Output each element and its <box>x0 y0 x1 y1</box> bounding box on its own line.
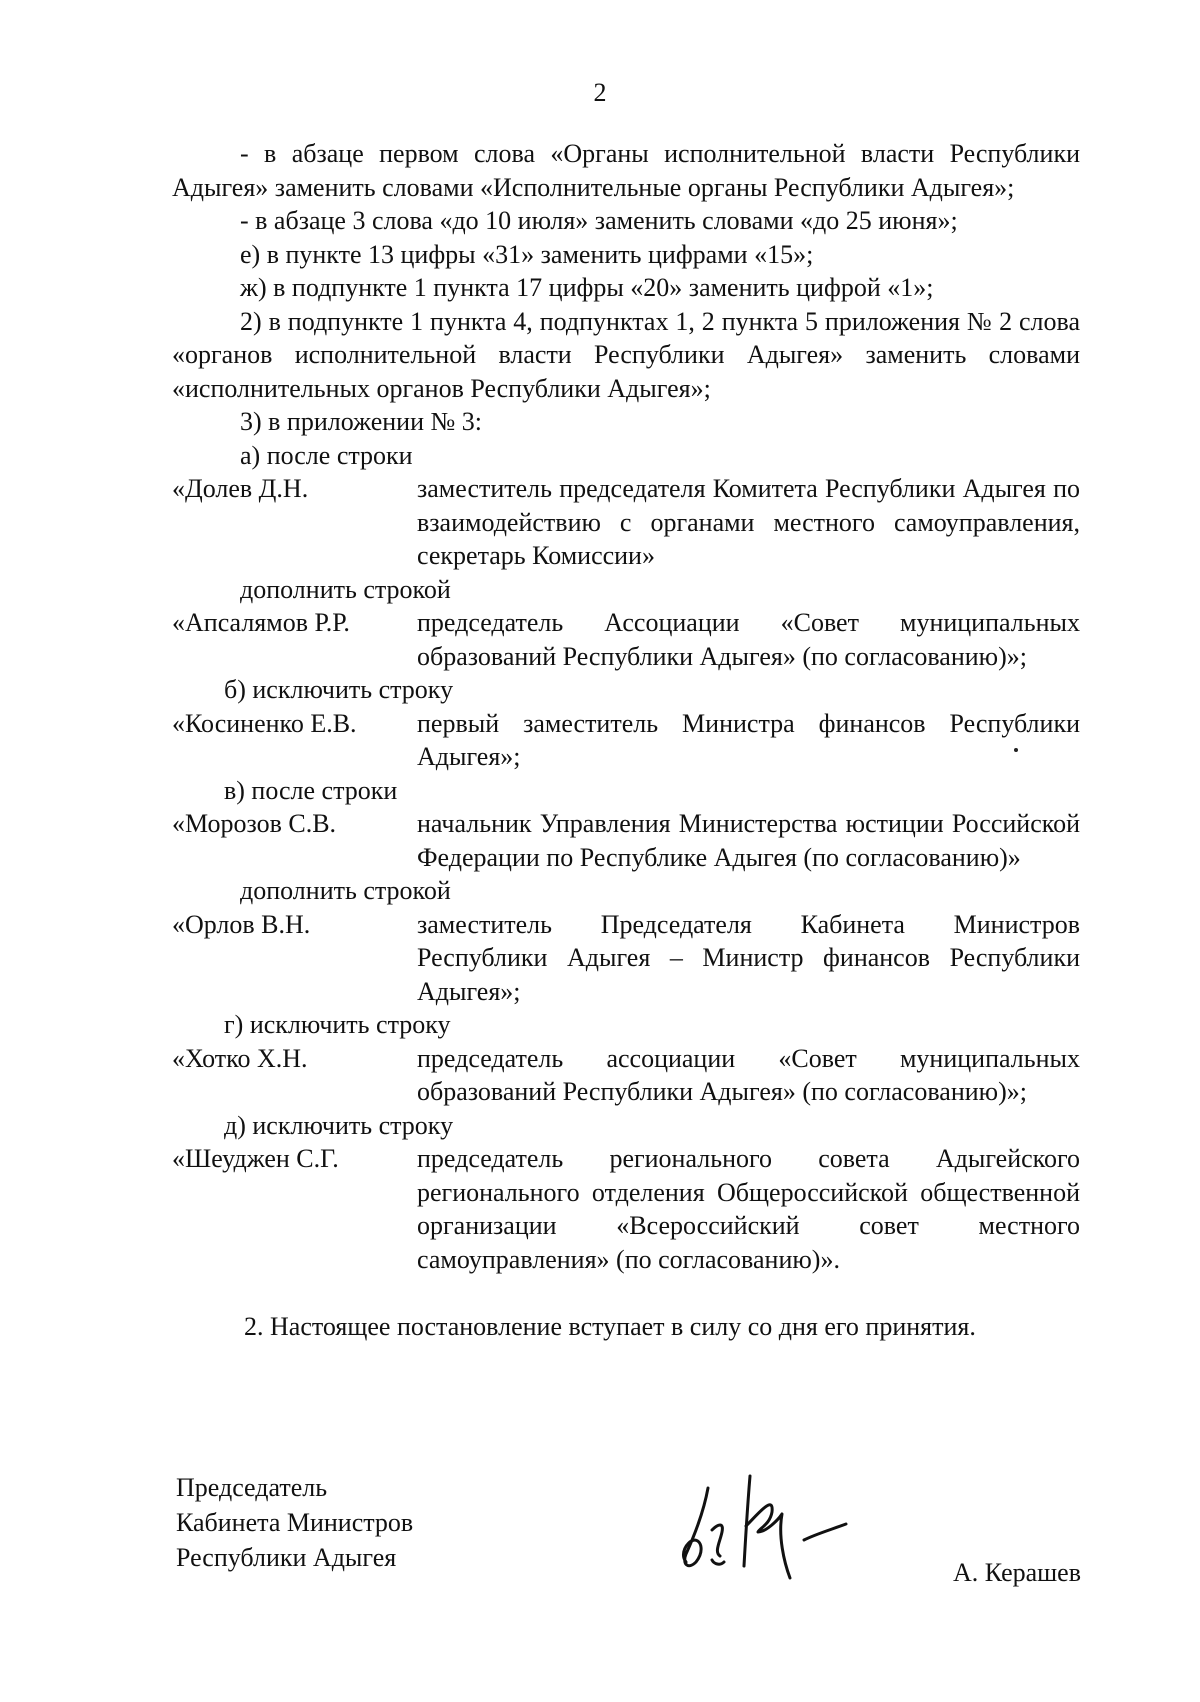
entry-kosinenko <box>172 707 1080 774</box>
paragraph-abzac-first: - в абзаце первом слова «Органы исполнительной власти Республики Адыгея» заменить словами «Исполнительные органы Республики Адыгея»; <box>172 139 1080 202</box>
position-line: Республики Адыгея <box>176 1543 397 1572</box>
paragraph-item-2: 2) в подпункте 1 пункта 4, подпунктах 1, 2 пункта 5 приложения № 2 слова «органов исполнительной власти Республики Адыгея» заменить словами «исполнительных органов Республики Адыгея»; <box>172 306 1080 403</box>
entry-description: председатель ассоциации «Совет муниципальных образований Республики Адыгея» (по согласованию)»; <box>417 1043 1080 1106</box>
entry-description: заместитель Председателя Кабинета Министров Республики Адыгея – Министр финансов Республики Адыгея»; <box>417 909 1080 1006</box>
entry-name: «Шеуджен С.Г. <box>172 1144 339 1173</box>
document-body <box>172 137 1080 1344</box>
subitem-d-label: д) исключить строку <box>224 1110 454 1140</box>
entry-description: начальник Управления Министерства юстиции Российской Федерации по Республике Адыгея (по согласованию)» <box>417 809 1080 872</box>
entry-dolev <box>172 472 1080 573</box>
signature-block <box>176 1470 1081 1590</box>
final-clause: 2. Настоящее постановление вступает в силу со дня его принятия. <box>244 1312 976 1341</box>
entry-orlov <box>172 908 1080 1009</box>
paragraph-abzac-3: - в абзаце 3 слова «до 10 июля» заменить словами «до 25 июня»; <box>240 206 958 235</box>
position-line: Председатель <box>176 1473 328 1502</box>
subitem-v-label: в) после строки <box>224 775 398 805</box>
subitem-g-label: г) исключить строку <box>224 1010 451 1039</box>
page-number: 2 <box>593 78 607 107</box>
entry-name: «Морозов С.В. <box>172 809 337 838</box>
entry-name: «Косиненко Е.В. <box>172 708 357 738</box>
subitem-b-label: б) исключить строку <box>224 675 454 704</box>
entry-name: «Долев Д.Н. <box>172 474 309 503</box>
entry-sheudzhen <box>172 1142 1080 1276</box>
scan-speck <box>1014 748 1018 752</box>
entry-khotko <box>172 1042 1080 1109</box>
entry-name: «Апсалямов Р.Р. <box>172 608 350 637</box>
position-line: Кабинета Министров <box>176 1508 414 1537</box>
paragraph-item-e: е) в пункте 13 цифры «31» заменить цифрами «15»; <box>240 239 814 269</box>
entry-description: заместитель председателя Комитета Республики Адыгея по взаимодействию с органами местного самоуправления, секретарь Комиссии» <box>417 474 1080 570</box>
paragraph-item-zh: ж) в подпункте 1 пункта 17 цифры «20» заменить цифрой «1»; <box>240 273 934 302</box>
spacer <box>172 1276 1080 1310</box>
signatory-position <box>176 1470 413 1575</box>
add-line-label: дополнить строкой <box>240 876 451 905</box>
entry-description: первый заместитель Министра финансов Республики Адыгея»; <box>417 708 1080 771</box>
subitem-a-label: а) после строки <box>240 440 413 470</box>
entry-description: председатель Ассоциации «Совет муниципальных образований Республики Адыгея» (по согласованию)»; <box>417 608 1080 671</box>
paragraph-item-3: 3) в приложении № 3: <box>240 407 483 436</box>
entry-name: «Хотко Х.Н. <box>172 1043 308 1073</box>
signatory-name: А. Керашев <box>952 1558 1081 1587</box>
entry-morozov <box>172 807 1080 874</box>
entry-name: «Орлов В.Н. <box>172 909 311 939</box>
entry-description: председатель регионального совета Адыгейского регионального отделения Общероссийской общественной организации «Всероссийский совет местного самоуправления» (по согласованию)». <box>417 1144 1080 1274</box>
add-line-label: дополнить строкой <box>240 574 451 604</box>
handwritten-signature-icon <box>674 1470 864 1582</box>
entry-apsalyamov <box>172 606 1080 673</box>
